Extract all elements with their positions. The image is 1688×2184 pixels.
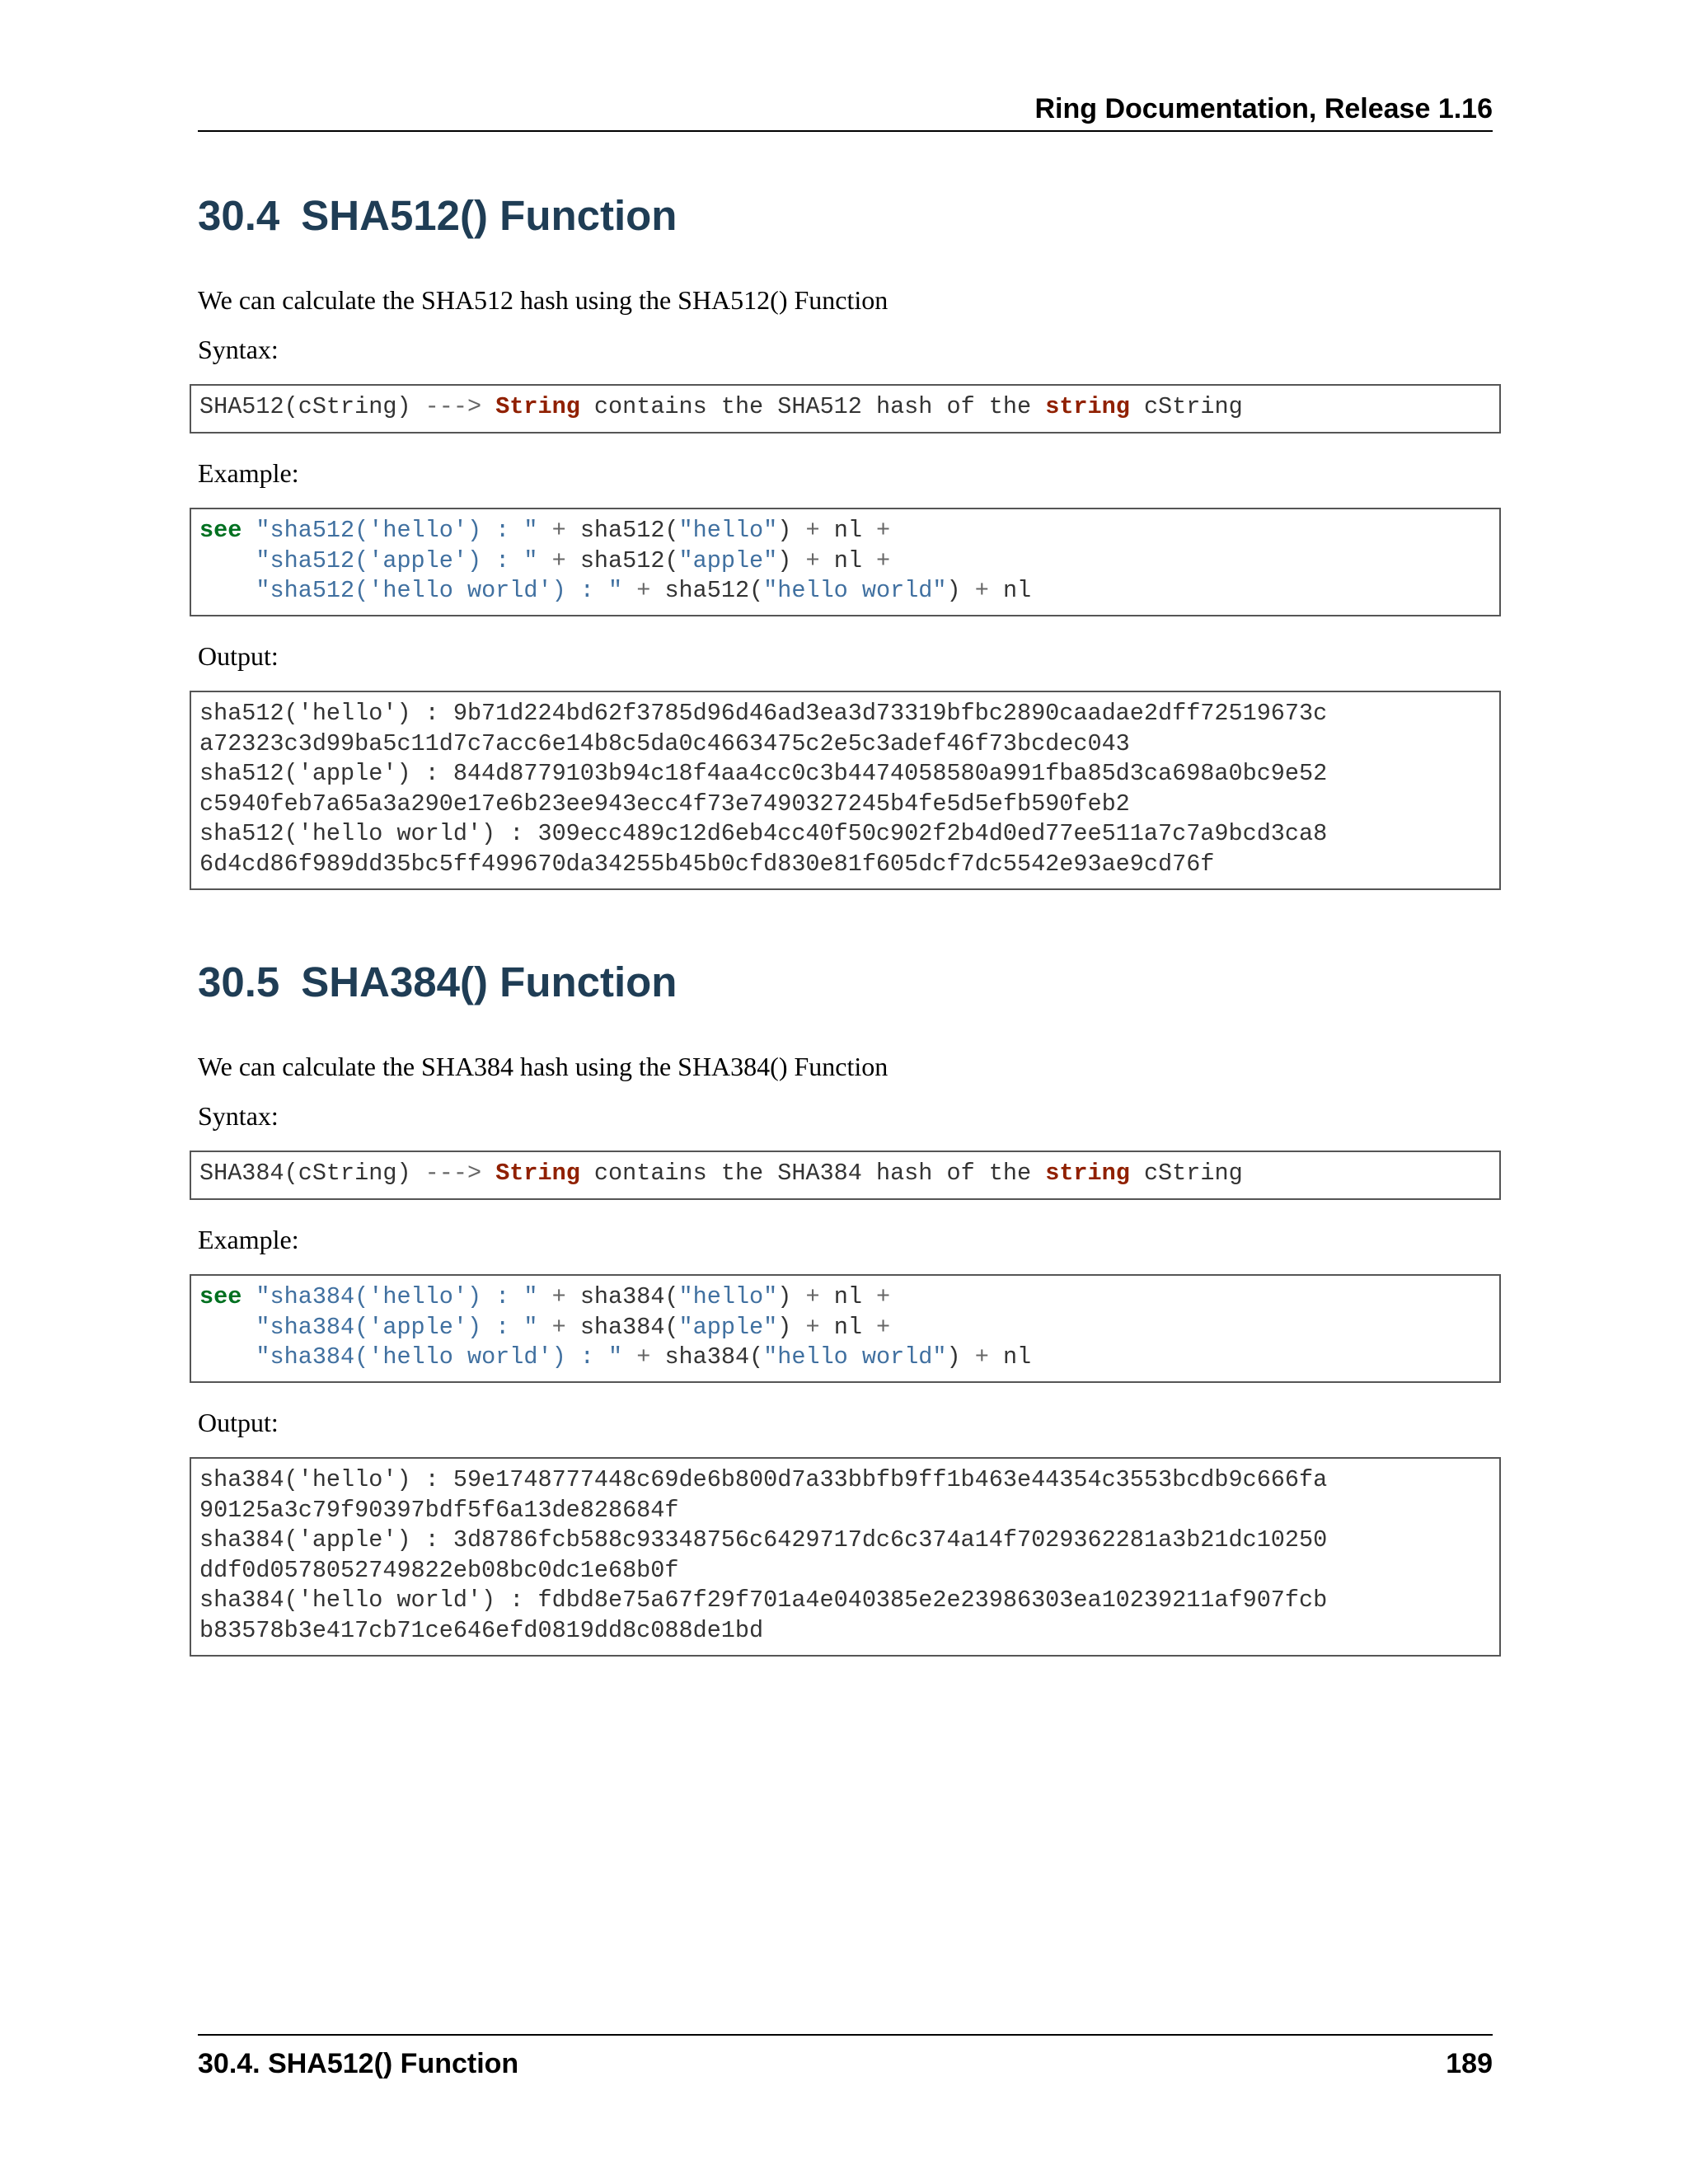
code-type: string — [1045, 1160, 1130, 1187]
section-title: SHA384() Function — [301, 958, 678, 1005]
code-string: "sha384('hello') : " — [256, 1283, 538, 1310]
output-line: sha384('apple') : 3d8786fcb588c93348756c6429717dc6c374a14f7029362281a3b21dc10250 — [199, 1526, 1328, 1554]
output-label: Output: — [198, 1408, 279, 1437]
code-nl: nl — [833, 1313, 862, 1341]
code-operator: + — [551, 517, 566, 544]
page-footer — [198, 2034, 1493, 2085]
syntax-label: Syntax: — [198, 1101, 279, 1131]
page-number: 189 — [1446, 2048, 1493, 2079]
code-string: "hello" — [678, 1283, 778, 1310]
code-string: "apple" — [678, 546, 778, 574]
page-header — [198, 92, 1493, 132]
code-operator: + — [974, 577, 989, 604]
code-type: String — [495, 1160, 580, 1187]
code-nl: nl — [833, 517, 862, 544]
code-nl: nl — [1002, 577, 1032, 604]
code-function: sha384( — [579, 1313, 679, 1341]
code-arg: cString — [1143, 1160, 1243, 1187]
code-paren: ) — [946, 577, 961, 604]
example-code-block — [190, 508, 1501, 616]
example-label: Example: — [198, 1225, 299, 1254]
code-nl: nl — [1002, 1343, 1032, 1371]
code-operator: + — [805, 517, 820, 544]
syntax-code-block — [190, 1151, 1501, 1200]
code-function: sha512( — [664, 577, 764, 604]
code-string: "sha512('hello world') : " — [256, 577, 623, 604]
code-operator: + — [636, 577, 651, 604]
section-heading — [198, 958, 677, 1007]
syntax-label: Syntax: — [198, 335, 279, 364]
example-label: Example: — [198, 458, 299, 488]
code-function: sha512( — [579, 517, 679, 544]
code-indent — [199, 1343, 256, 1371]
code-operator: + — [876, 546, 891, 574]
code-string: "apple" — [678, 1313, 778, 1341]
output-code-block — [190, 691, 1501, 890]
output-line: a72323c3d99ba5c11d7c7acc6e14b8c5da0c4663475c2e5c3adef46f73bcdec043 — [199, 729, 1130, 757]
code-operator: + — [551, 1283, 566, 1310]
syntax-code-block — [190, 384, 1501, 434]
code-string: "sha512('apple') : " — [256, 546, 538, 574]
code-indent — [199, 1314, 256, 1341]
code-operator: + — [805, 546, 820, 574]
output-line: 90125a3c79f90397bdf5f6a13de828684f — [199, 1496, 679, 1524]
output-line: sha512('hello world') : 309ecc489c12d6eb4cc40f50c902f2b4d0ed77ee511a7c7a9bcd3ca8 — [199, 820, 1328, 847]
output-line: 6d4cd86f989dd35bc5ff499670da34255b45b0cfd830e81f605dcf7dc5542e93ae9cd76f — [199, 850, 1215, 878]
output-label: Output: — [198, 641, 279, 671]
output-line: ddf0d0578052749822eb08bc0dc1e68b0f — [199, 1556, 679, 1584]
code-operator: + — [805, 1313, 820, 1341]
code-call: SHA384(cString) — [199, 1160, 411, 1187]
code-arrow: ---> — [424, 393, 482, 420]
intro-text: We can calculate the SHA512 hash using the SHA512() Function — [198, 285, 889, 315]
code-operator: + — [876, 1313, 891, 1341]
code-paren: ) — [777, 517, 792, 544]
intro-text: We can calculate the SHA384 hash using the SHA384() Function — [198, 1052, 889, 1081]
code-string: "hello world" — [763, 577, 947, 604]
code-operator: + — [876, 1283, 891, 1310]
code-paren: ) — [777, 1283, 792, 1310]
output-line: sha512('hello') : 9b71d224bd62f3785d96d46ad3ea3d73319bfbc2890caadae2dff72519673c — [199, 700, 1328, 727]
code-nl: nl — [833, 1283, 862, 1310]
code-type: string — [1045, 393, 1130, 420]
code-operator: + — [876, 517, 891, 544]
code-nl: nl — [833, 546, 862, 574]
section-heading — [198, 191, 677, 241]
section-title: SHA512() Function — [301, 192, 678, 239]
code-string: "sha512('hello') : " — [256, 517, 538, 544]
output-code-block — [190, 1457, 1501, 1657]
code-string: "hello" — [678, 517, 778, 544]
code-operator: + — [805, 1283, 820, 1310]
code-keyword: see — [199, 517, 242, 544]
section-number: 30.4 — [198, 192, 280, 239]
code-type: String — [495, 393, 580, 420]
code-paren: ) — [946, 1343, 961, 1371]
document-title: Ring Documentation, Release 1.16 — [1034, 93, 1493, 124]
code-text: contains the SHA384 hash of the — [593, 1160, 1032, 1187]
code-string: "sha384('apple') : " — [256, 1313, 538, 1341]
output-line: c5940feb7a65a3a290e17e6b23ee943ecc4f73e7490327245b4fe5d5efb590feb2 — [199, 790, 1130, 818]
code-operator: + — [974, 1343, 989, 1371]
example-code-block — [190, 1274, 1501, 1383]
code-indent — [199, 547, 256, 574]
code-operator: + — [551, 546, 566, 574]
code-text: contains the SHA512 hash of the — [593, 393, 1032, 420]
code-keyword: see — [199, 1283, 242, 1310]
code-operator: + — [551, 1313, 566, 1341]
code-function: sha512( — [579, 546, 679, 574]
code-function: sha384( — [579, 1283, 679, 1310]
output-line: sha512('apple') : 844d8779103b94c18f4aa4cc0c3b4474058580a991fba85d3ca698a0bc9e52 — [199, 760, 1328, 787]
code-string: "sha384('hello world') : " — [256, 1343, 623, 1371]
code-function: sha384( — [664, 1343, 764, 1371]
code-indent — [199, 577, 256, 604]
footer-section-title: 30.4. SHA512() Function — [198, 2048, 519, 2079]
code-string: "hello world" — [763, 1343, 947, 1371]
code-paren: ) — [777, 1313, 792, 1341]
code-operator: + — [636, 1343, 651, 1371]
output-line: b83578b3e417cb71ce646efd0819dd8c088de1bd — [199, 1616, 764, 1644]
output-line: sha384('hello world') : fdbd8e75a67f29f701a4e040385e2e23986303ea10239211af907fcb — [199, 1586, 1328, 1614]
section-number: 30.5 — [198, 958, 280, 1005]
code-arg: cString — [1143, 393, 1243, 420]
code-paren: ) — [777, 546, 792, 574]
output-line: sha384('hello') : 59e1748777448c69de6b800d7a33bbfb9ff1b463e44354c3553bcdb9c666fa — [199, 1466, 1328, 1493]
code-arrow: ---> — [424, 1160, 482, 1187]
code-call: SHA512(cString) — [199, 393, 411, 420]
